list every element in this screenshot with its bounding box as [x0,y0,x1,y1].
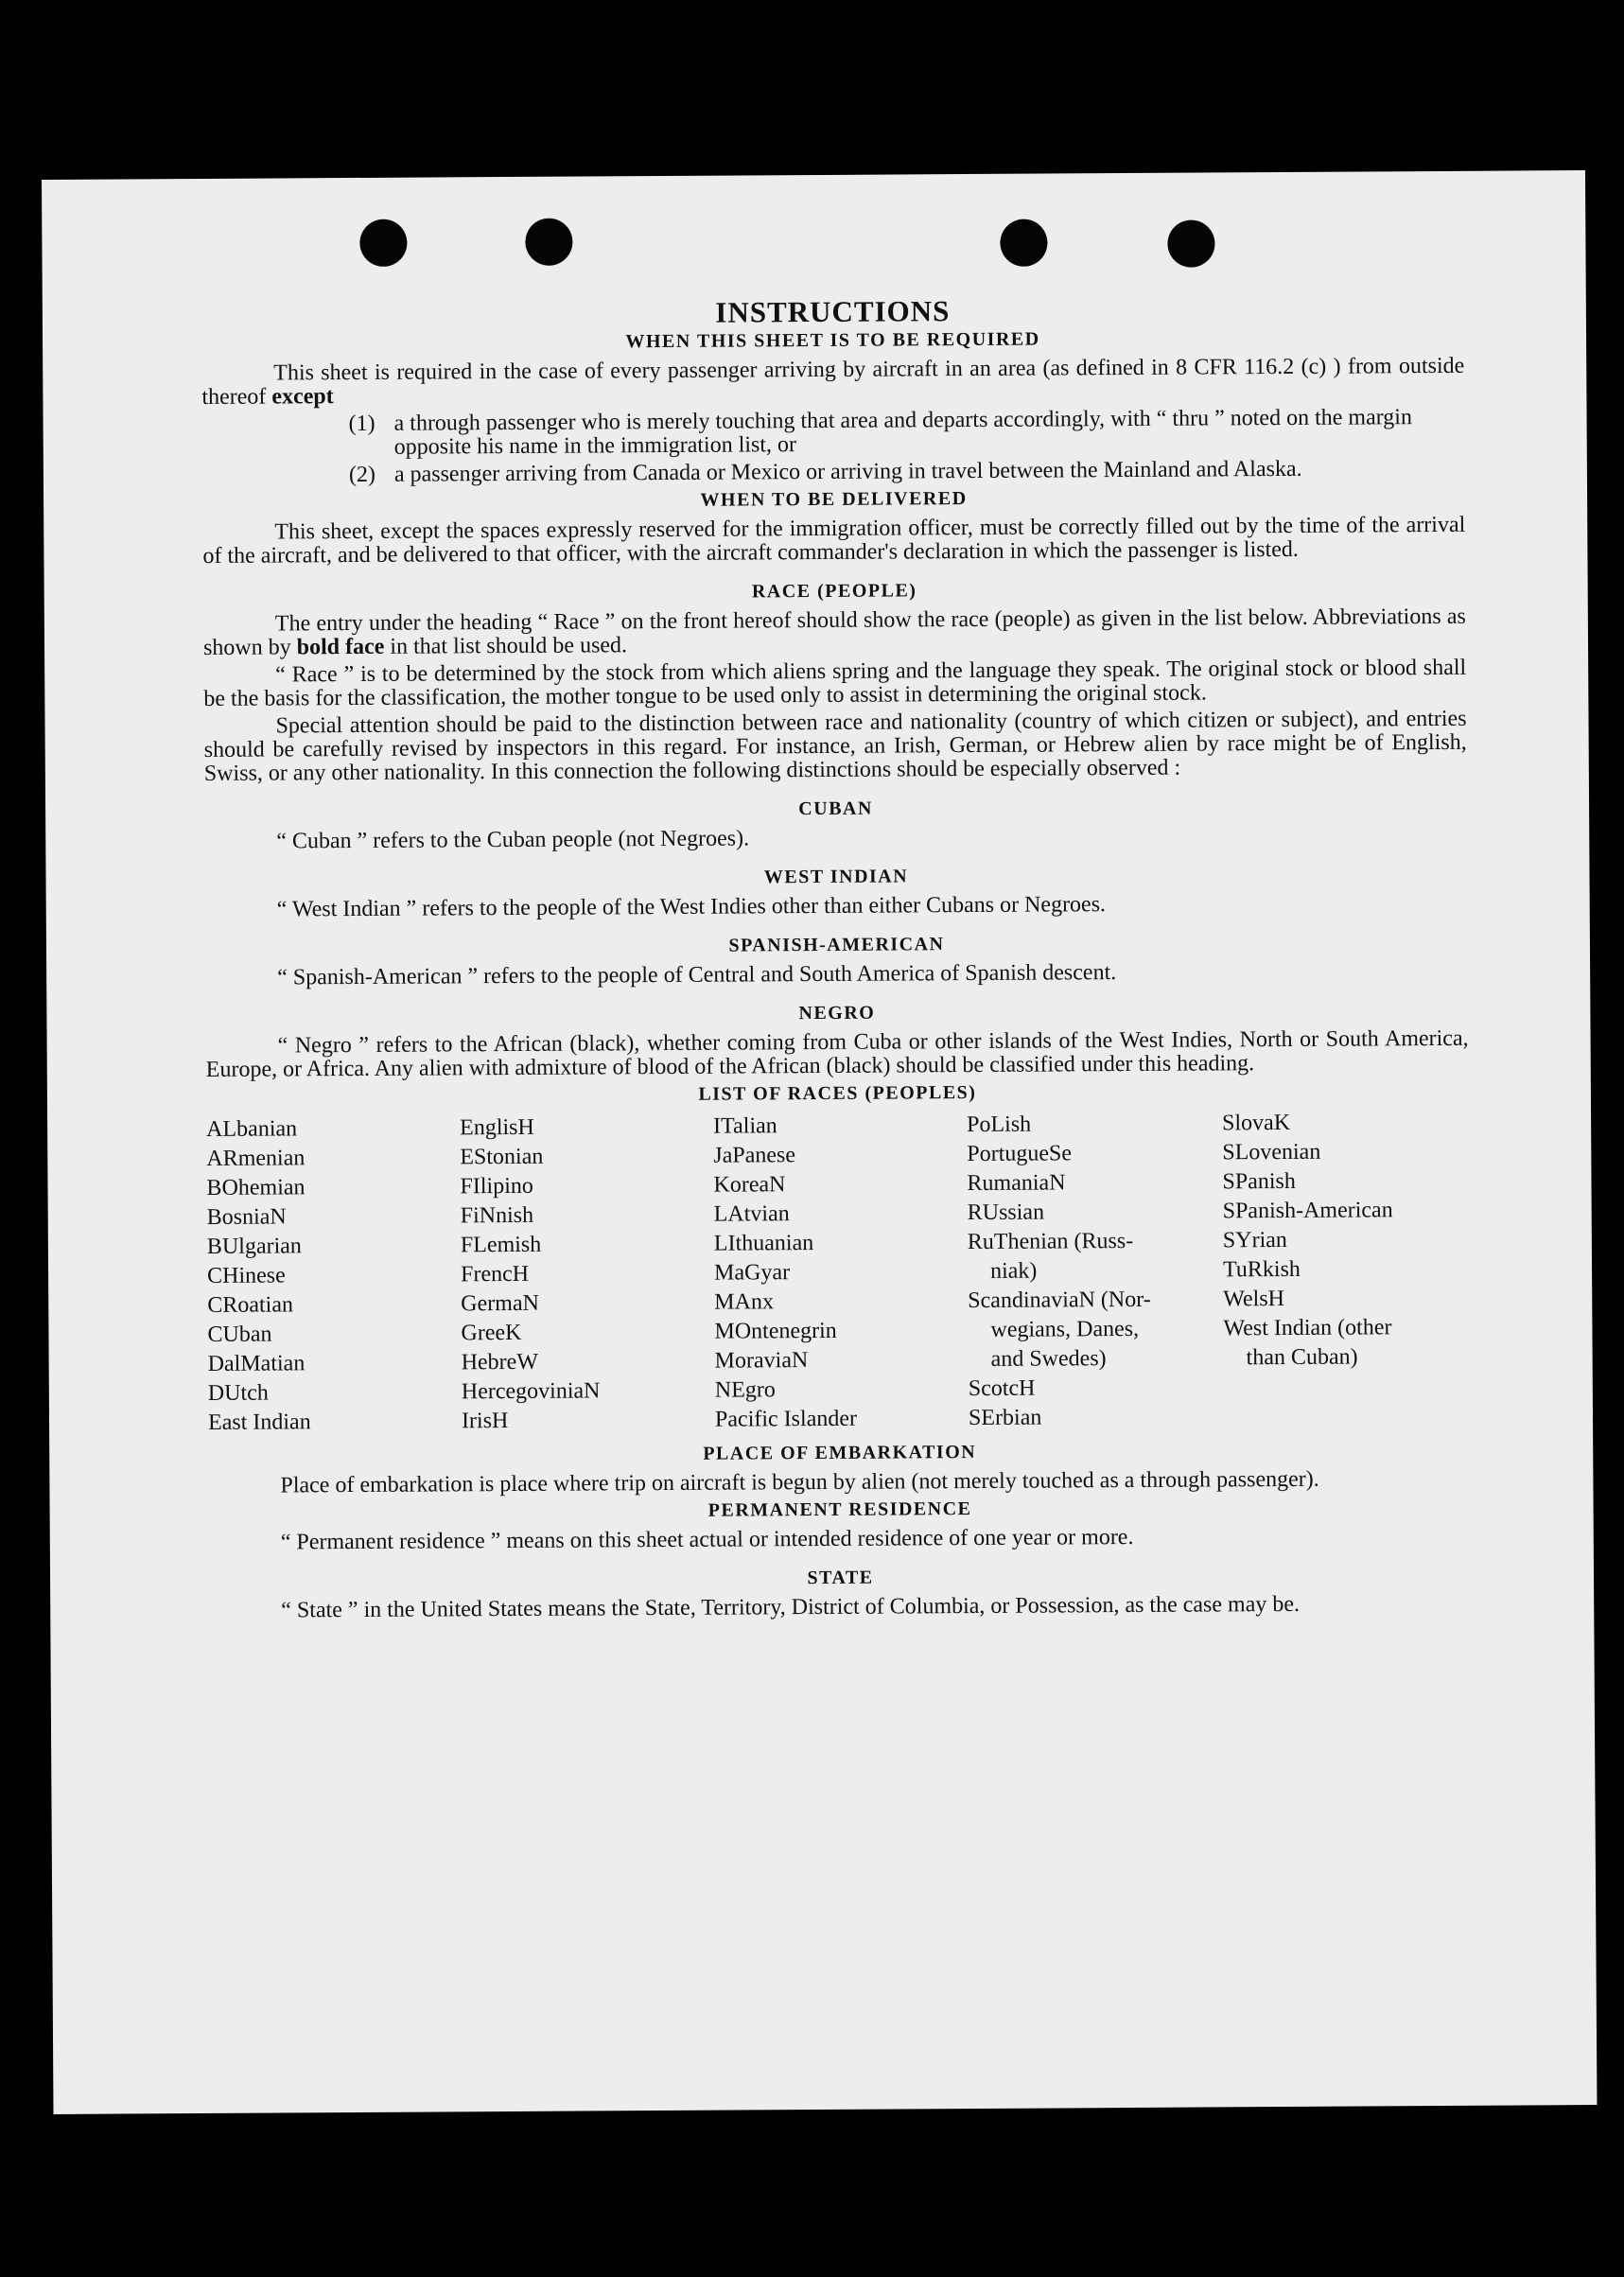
race-entry: BUlgarian [206,1234,302,1259]
race-paragraph-3: Special attention should be paid to the distinction between race and nationality (country of which citizen or subject), and entries should be carefully revised by inspectors in this regard. For instance, an Irish, German, or Hebrew alien by race might be of English, Swiss, or any other nationality. In this connection the following distinctions should be especially observed : [203,706,1467,786]
race-entry: TuRkish [1222,1256,1301,1283]
race-entry: West Indian (other [1223,1315,1392,1341]
race-paragraph-2: “ Race ” is to be determined by the stock from which aliens spring and the language they speak. The original stock or blood shall be the basis for the classification, the mother tongue to be used only to assist in determining the original stock. [203,655,1467,711]
section-heading-delivered: WHEN TO BE DELIVERED [700,488,968,511]
race-entry: FiNnish [460,1202,534,1229]
races-column [967,1109,1224,1433]
race-entry: ScandinaviaN (Nor- [968,1287,1151,1314]
page-title: INSTRUCTIONS [715,294,951,329]
document-sheet [42,170,1597,2114]
race-entry: RUssian [967,1200,1045,1226]
race-entry: CHinese [207,1263,286,1288]
race-entry: SYrian [1222,1227,1287,1253]
races-column [460,1112,715,1437]
race-entry: FLemish [460,1232,542,1258]
race-entry: wegians, Danes, [990,1316,1140,1342]
race-entry: NEgro [714,1377,776,1403]
race-entry: BOhemian [206,1175,306,1200]
section-heading-negro: NEGRO [798,1002,876,1025]
races-column [206,1113,462,1438]
punch-hole [1000,219,1047,267]
embarkation-text: Place of embarkation is place where trip on aircraft is begun by alien (not merely touched as a through passenger). [280,1466,1319,1498]
west-indian-text: “ West Indian ” refers to the people of the West Indies other than either Cubans or Negroes. [276,892,1107,922]
exception-item: (2) a passenger arriving from Canada or Mexico or arriving in travel between the Mainland and Alaska. [348,456,1302,488]
race-entry: JaPanese [713,1143,796,1168]
race-entry: MAnx [714,1289,775,1315]
race-entry: Pacific Islander [714,1406,858,1432]
negro-text: “ Negro ” refers to the African (black), whether coming from Cuba or other islands of the West Indies, North or South America, Europe, or Africa. Any alien with admixture of blood of the African (black) should be classified under this heading. [205,1025,1469,1082]
races-column [1222,1108,1460,1432]
race-entry: IrisH [461,1409,509,1434]
section-heading-required: WHEN THIS SHEET IS TO BE REQUIRED [625,328,1040,353]
race-entry: SPanish-American [1222,1198,1393,1224]
punch-hole [1167,219,1214,267]
race-entry: KoreaN [713,1172,786,1198]
race-entry: SLovenian [1222,1139,1321,1165]
instructions-content [201,296,1473,1627]
race-entry: GreeK [461,1320,522,1346]
section-heading-state: STATE [807,1567,874,1589]
race-entry: GermaN [461,1290,539,1317]
exception-item: (1) a through passenger who is merely touching that area and departs accordingly, with “ thru ” noted on the margin opposite his name in the immigration list, or [348,405,1412,460]
races-list [206,1108,1471,1438]
race-entry: niak) [989,1258,1038,1284]
race-entry: LIthuanian [713,1231,814,1256]
section-heading-embarkation: PLACE OF EMBARKATION [703,1441,977,1464]
race-entry: East Indian [207,1410,311,1435]
race-entry: PortugueSe [967,1141,1073,1167]
race-entry: SPanish [1222,1168,1296,1195]
race-entry: ITalian [713,1113,777,1139]
race-entry: MaGyar [713,1260,791,1286]
section-heading-cuban: CUBAN [798,797,873,820]
race-entry: CRoatian [207,1292,294,1318]
race-entry: SlovaK [1222,1110,1291,1136]
race-paragraph-1: The entry under the heading “ Race ” on the front hereof should show the race (people) as given in the list below. Abbreviations as shown by bold face in that list should be used. [202,604,1466,660]
race-entry: FIlipino [460,1173,533,1200]
race-entry: than Cuban) [1246,1344,1358,1371]
race-entry: FrencH [460,1261,530,1287]
punch-hole [525,219,572,266]
cuban-text: “ Cuban ” refers to the Cuban people (not Negroes). [276,826,750,854]
race-entry: ARmenian [206,1146,306,1171]
races-column [713,1111,969,1435]
section-heading-race: RACE (PEOPLE) [751,580,917,603]
race-entry: ALbanian [206,1116,298,1142]
state-text: “ State ” in the United States means the State, Territory, District of Columbia, or Possession, as the case may be. [281,1591,1301,1623]
race-entry: MOntenegrin [714,1318,837,1344]
race-entry: HercegoviniaN [461,1378,601,1405]
section-heading-west-indian: WEST INDIAN [763,866,909,888]
delivered-text: This sheet, except the spaces expressly reserved for the immigration officer, must be correctly filled out by the time of the arrival of the aircraft, and be delivered to that officer, with the aircraft commander's declaration in which the passenger is listed. [202,512,1466,569]
race-entry: RuThenian (Russ- [967,1228,1134,1255]
section-heading-races-list: LIST OF RACES (PEOPLES) [698,1081,977,1105]
race-entry: SErbian [968,1405,1042,1431]
race-entry: PoLish [967,1112,1032,1138]
section-heading-spanish-american: SPANISH-AMERICAN [728,934,945,956]
race-entry: DUtch [207,1380,269,1406]
race-entry: EnglisH [460,1114,534,1141]
race-entry: RumaniaN [967,1170,1066,1197]
race-entry: HebreW [461,1349,539,1375]
section-heading-residence: PERMANENT RESIDENCE [707,1498,972,1521]
residence-text: “ Permanent residence ” means on this sheet actual or intended residence of one year or more. [280,1524,1134,1555]
punch-hole [359,219,407,267]
race-entry: ScotcH [968,1375,1036,1402]
race-entry: BosniaN [206,1204,287,1230]
spanish-american-text: “ Spanish-American ” refers to the people of Central and South America of Spanish descent. [277,960,1117,990]
race-entry: CUban [207,1322,272,1347]
race-entry: WelsH [1223,1286,1285,1312]
race-entry: LAtvian [713,1201,790,1227]
race-entry: DalMatian [207,1351,306,1376]
race-entry: EStonian [460,1144,544,1170]
required-intro: This sheet is required in the case of every passenger arriving by aircraft in an area (as defined in 8 CFR 116.2 (c) ) from outside thereof except [201,353,1465,410]
race-entry: and Swedes) [990,1346,1107,1372]
race-entry: MoraviaN [714,1348,809,1374]
